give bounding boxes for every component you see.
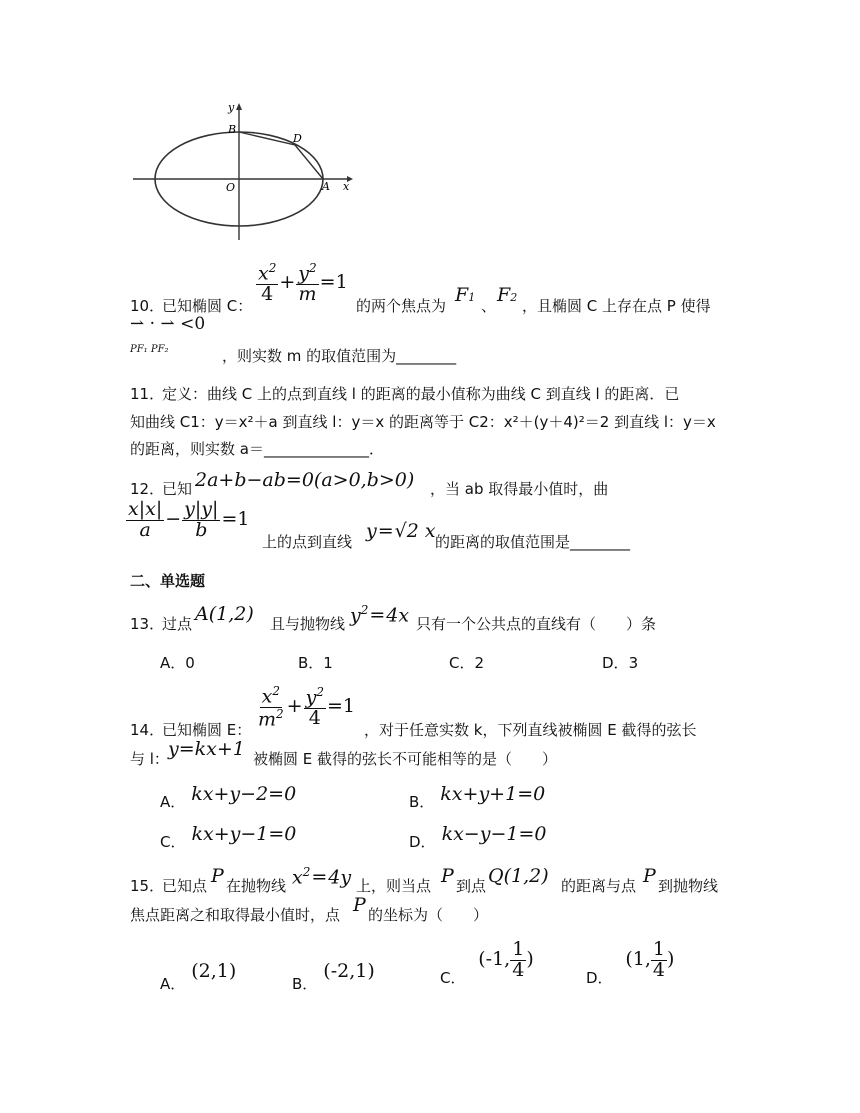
q15-point-p-2: P <box>441 865 454 887</box>
q13-text-3: 只有一个公共点的直线有（ ）条 <box>416 615 657 633</box>
q10-focus-f1: F1 <box>455 284 476 306</box>
q12-text-3: 上的点到直线 <box>262 533 353 551</box>
q15-option-c[interactable]: C． (-1, $\frac{1}{4}$ ) <box>440 938 534 988</box>
q10-text-1: 已知椭圆 C： <box>162 297 253 315</box>
q15-point-p-4: P <box>353 894 366 916</box>
q10-vector-subscripts: PF₁ PF₂ <box>130 344 169 355</box>
q10-vector-inequality: ⇀ · ⇀ <0 <box>130 314 206 334</box>
q15-number: 15． <box>130 877 165 895</box>
q12-text-4: 的距离的取值范围是________ <box>435 533 631 551</box>
q13-number: 13． <box>130 615 165 633</box>
q15-text-1: 已知点 <box>162 877 208 895</box>
q15-text-4: 到点 <box>456 877 487 895</box>
q15-text-2: 在抛物线 <box>226 877 287 895</box>
q11-number: 11． <box>130 385 165 403</box>
label-d: D <box>293 132 302 145</box>
q14-number: 14． <box>130 721 165 739</box>
q14-option-a[interactable]: A． kx+y−2=0 <box>160 783 297 811</box>
label-x: x <box>343 180 350 193</box>
q13-option-c[interactable]: C．2 <box>449 654 485 672</box>
q14-option-d[interactable]: D． kx−y−1=0 <box>409 823 547 851</box>
chord-bd-da <box>239 132 323 179</box>
q15-option-a[interactable]: A．(2,1) <box>160 960 237 993</box>
q14-line-l: y=kx+1 <box>168 738 245 760</box>
q11-line-1: 定义：曲线 C 上的点到直线 l 的距离的最小值称为曲线 C 到直线 l 的距离．已 <box>162 385 680 403</box>
q10-ellipse-equation: $\frac{x^2}{4}$ + $\frac{y^2}{m}$ =1 <box>258 261 348 306</box>
ellipse-figure <box>125 98 365 248</box>
q15-parabola: $x^2=4y$ <box>292 865 352 889</box>
q15-text-6: 到抛物线 <box>658 877 719 895</box>
q15-point-p-3: P <box>643 865 656 887</box>
q10-text-3: ，且椭圆 C 上存在点 P 使得 <box>522 297 711 315</box>
q14-text-1: 已知椭圆 E： <box>162 721 252 739</box>
q15-point-p: P <box>211 865 224 887</box>
q14-text-4: 被椭圆 E 截得的弦长不可能相等的是（ ） <box>253 750 558 768</box>
q14-ellipse-equation: $\frac{x^2}{m^2}$ + $\frac{y^2}{4}$ =1 <box>258 684 355 731</box>
q12-text-2: ，当 ab 取得最小值时，曲 <box>430 480 609 498</box>
q11-line-3: 的距离，则实数 a＝______________． <box>130 440 384 458</box>
q12-number: 12． <box>130 480 165 498</box>
label-y: y <box>228 101 235 114</box>
label-a: A <box>322 180 330 193</box>
q12-condition: 2a+b−ab=0(a>0,b>0) <box>195 469 415 491</box>
q13-text-2: 且与抛物线 <box>270 615 346 633</box>
q15-text-3: 上，则当点 <box>356 877 432 895</box>
label-o: O <box>226 181 236 194</box>
q12-curve-equation: $\frac{x|x|}{a}$ − $\frac{y|y|}{b}$ =1 <box>128 498 250 541</box>
q14-text-2: ，对于任意实数 k，下列直线被椭圆 E 截得的弦长 <box>364 721 697 739</box>
q13-option-a[interactable]: A．0 <box>160 654 195 672</box>
q13-parabola: $y^2=4x$ <box>350 603 410 627</box>
q15-point-q: Q(1,2) <box>488 865 549 887</box>
label-b: B <box>228 123 237 136</box>
y-axis-arrow <box>236 103 242 110</box>
q14-text-3: 与 l： <box>130 750 169 768</box>
q10-focus-f2: F2 <box>497 284 518 306</box>
q13-option-d[interactable]: D．3 <box>602 654 639 672</box>
q10-number: 10． <box>130 297 165 315</box>
q13-text-1: 过点 <box>162 615 193 633</box>
q10-text-4: ，则实数 m 的取值范围为________ <box>222 347 457 365</box>
q13-point: A(1,2) <box>195 603 254 625</box>
section-heading-single-choice: 二、单选题 <box>130 572 206 590</box>
q12-line-equation: y=√2 x <box>366 520 436 542</box>
q15-line-2b: 的坐标为（ ） <box>368 906 489 924</box>
q15-line-2a: 焦点距离之和取得最小值时，点 <box>130 906 341 924</box>
q15-text-5: 的距离与点 <box>561 877 637 895</box>
q15-option-b[interactable]: B．(-2,1) <box>292 960 375 993</box>
q13-option-b[interactable]: B．1 <box>298 654 333 672</box>
q12-text-1: 已知 <box>162 480 193 498</box>
q10-separator: 、 <box>481 297 497 315</box>
q10-text-2: 的两个焦点为 <box>356 297 447 315</box>
q14-option-b[interactable]: B． kx+y+1=0 <box>409 783 546 811</box>
q14-option-c[interactable]: C． kx+y−1=0 <box>160 823 297 851</box>
q11-line-2: 知曲线 C1：y＝x²＋a 到直线 l：y＝x 的距离等于 C2：x²＋(y＋4)²＝2 到直线 l：y＝x <box>130 413 716 431</box>
q15-option-d[interactable]: D． (1, $\frac{1}{4}$ ) <box>586 938 675 988</box>
